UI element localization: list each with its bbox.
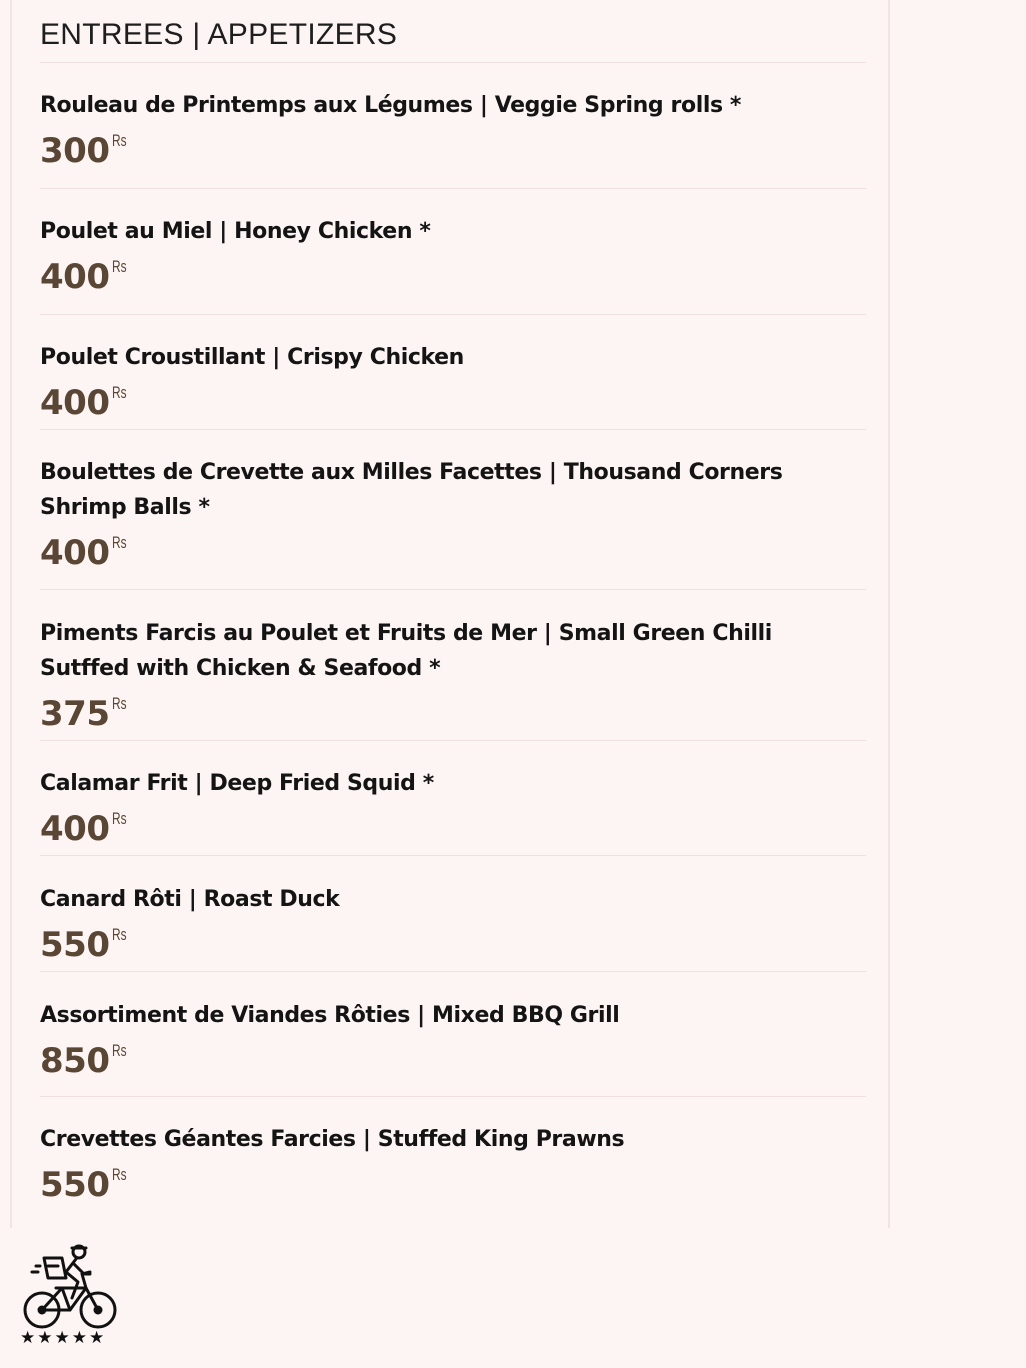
price-currency: Rs [112,533,128,552]
menu-item-name: Rouleau de Printemps aux Légumes | Veggie Spring rolls * [40,93,742,118]
menu-item-price [40,923,866,967]
menu-item-price [40,531,866,575]
price-currency: Rs [112,131,128,150]
menu-item-name: Piments Farcis au Poulet et Fruits de Mer | Small Green Chilli Sutffed with Chicken & Seafood * [40,621,772,681]
menu-item[interactable] [40,590,866,741]
menu-item[interactable] [40,856,866,972]
menu-item-name: Canard Rôti | Roast Duck [40,887,340,912]
price-currency: Rs [112,1165,128,1184]
menu-item[interactable] [40,430,866,590]
menu-item[interactable] [40,972,866,1097]
price-currency: Rs [112,925,128,944]
price-value: 400 [40,257,110,297]
price-currency: Rs [112,694,128,713]
menu-item-price [40,255,866,299]
menu-item-name: Poulet Croustillant | Crispy Chicken [40,345,464,370]
price-value: 400 [40,809,110,849]
menu-item-name: Boulettes de Crevette aux Milles Facettes | Thousand Corners Shrimp Balls * [40,460,783,520]
price-value: 300 [40,131,110,171]
rating-stars: ★★★★★ [20,1328,107,1348]
menu-item-price [40,692,866,736]
price-currency: Rs [112,1041,128,1060]
price-currency: Rs [112,809,128,828]
menu-item-price [40,807,866,851]
price-value: 375 [40,694,110,734]
price-currency: Rs [112,257,128,276]
price-value: 850 [40,1041,110,1081]
section-title: ENTREES | APPETIZERS [40,18,398,51]
menu-item[interactable] [40,189,866,315]
menu-item-name: Crevettes Géantes Farcies | Stuffed King Prawns [40,1127,625,1152]
price-value: 400 [40,383,110,423]
menu-item-name: Assortiment de Viandes Rôties | Mixed BBQ Grill [40,1003,620,1028]
menu-item-price [40,129,866,173]
price-value: 550 [40,1165,110,1205]
menu-item[interactable] [40,64,866,189]
title-divider [40,62,866,63]
price-value: 400 [40,533,110,573]
price-currency: Rs [112,383,128,402]
menu-item-price [40,381,866,425]
menu-item-price [40,1163,866,1207]
price-value: 550 [40,925,110,965]
menu-item-price [40,1039,866,1083]
menu-item[interactable] [40,315,866,430]
menu-item-name: Poulet au Miel | Honey Chicken * [40,219,431,244]
menu-item[interactable] [40,741,866,856]
menu-item[interactable] [40,1097,866,1217]
menu-panel [10,0,890,1228]
menu-item-name: Calamar Frit | Deep Fried Squid * [40,771,434,796]
menu-item-list [40,64,866,1217]
